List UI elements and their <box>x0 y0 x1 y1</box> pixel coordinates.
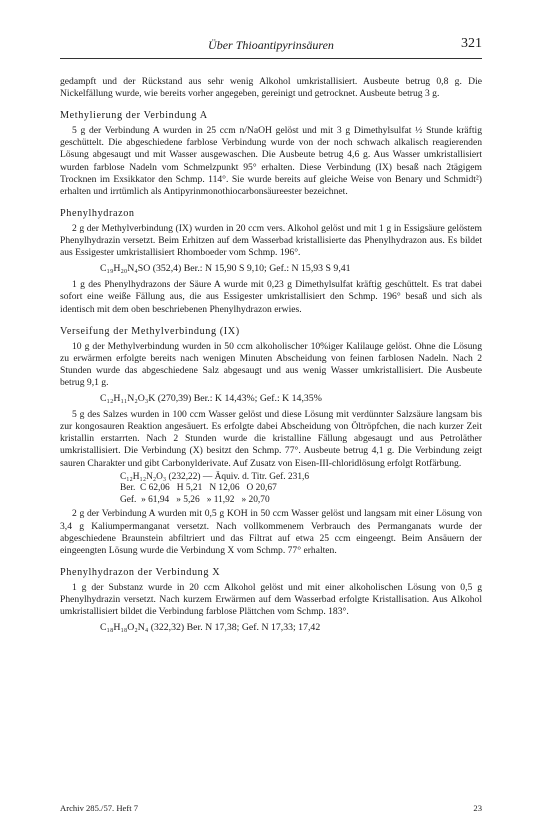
paragraph: 1 g der Substanz wurde in 20 ccm Alkohol gelöst und mit einer alkoholischen Lösung von 0,5 g Phenylhydrazin versetzt. Nach kurzem Erwärmen auf dem Wasserbad erfolgte Kristallisation. Aus Alkohol umkristallisiert bildet die Verbindung farblose Plättchen vom Schmp. 183°. <box>60 581 482 618</box>
formula-line: C₁₂H₁₁N₂O₃K (270,39) Ber.: K 14,43%; Gef.: K 14,35% <box>100 393 322 405</box>
formula-line: C₁₈H₁₈O₂N₄ (322,32) Ber. N 17,38; Gef. N 17,33; 17,42 <box>100 622 321 634</box>
paragraph: 1 g des Phenylhydrazons der Säure A wurde mit 0,23 g Dimethylsulfat kräftig geschüttelt. Es trat dabei sofort eine weiße Fällung aus, die aus Essigester umkristallisiert den Schmp. 196° besaß und sich als identisch mit dem oben beschriebenen Phenylhydrazon erwies. <box>60 279 482 315</box>
paragraph: 5 g der Verbindung A wurden in 25 ccm n/NaOH gelöst und mit 3 g Dimethylsulfat ½ Stunde kräftig geschüttelt. Die abgeschiedene farblose Verbindung wurde von der noch schwach alkalisch reagierenden Lösung abgesaugt und mit Wasser ausgewaschen. Die Ausbeute betrug 4,6 g. Aus Wasser umkristallisiert wurden farblose Nadeln vom Schmelzpunkt 95° erhalten. Diese Verbindung (IX) besaß nach 2tägigem Trocknen im Exsikkator den Schmp. 114°. Sie wurde bereits auf gleiche Weise von Benary und Schmidt²) erhalten und irrtümlich als Antipyrinmonothiocarbonsäureester bezeichnet. <box>60 125 482 197</box>
paragraph: 10 g der Methylverbindung wurden in 50 ccm alkoholischer 10%iger Kalilauge gelöst. Ohne die Lösung zu erwärmen erfolgte bereits nach wenigen Minuten Abscheidung von feinen farblosen Nadeln. Nach 2 Stunden wurde das abgeschiedene Salz abgesaugt und aus wenig Wasser umkristallisiert. Die Ausbeute betrug 9,1 g. <box>60 340 482 388</box>
formula-line: C₁₉H₂₀N₄SO (352,4) Ber.: N 15,90 S 9,10; Gef.: N 15,93 S 9,41 <box>100 263 351 275</box>
paragraph: 2 g der Methylverbindung (IX) wurden in 20 ccm vers. Alkohol gelöst und mit 1 g in Essigsäure gelöstem Phenylhydrazin versetzt. Beim Erhitzen auf dem Wasserbad kristallisierte das Phenylhydrazon aus. Es bildet aus Essigester umkristallisiert Rhomboeder vom Schmp. 196°. <box>60 222 482 259</box>
analysis-found: Gef. » 61,94 » 5,26 » 11,92 » 20,70 <box>120 494 270 505</box>
elemental-analysis <box>120 472 482 507</box>
running-title: Über Thioantipyrinsäuren <box>208 38 334 52</box>
running-header <box>60 38 482 59</box>
analysis-formula: C₁₂H₁₂N₂O₃ (232,22) — Äquiv. d. Titr. Gef. 231,6 <box>120 471 310 482</box>
paragraph: gedampft und der Rückstand aus sehr wenig Alkohol umkristallisiert. Ausbeute betrug 0,8 g. Die Nickelfällung wurde, wie bereits vorher angegeben, gereinigt und getrocknet. Ausbeute betrug 3 g. <box>60 76 482 100</box>
paragraph: 2 g der Verbindung A wurden mit 0,5 g KOH in 50 ccm Wasser gelöst und langsam mit einer Lösung von 3,4 g Kaliumpermanganat versetzt. Nach vollkommenem Verbrauch des Permanganats wurde der abgeschiedene Braunstein abfiltriert und das Filtrat auf etwa 25 ccm eingeengt. Beim Ansäuern der eingeengten Lösung wurde die Verbindung X vom Schmp. 77° erhalten. <box>60 508 482 556</box>
section-heading: Verseifung der Methylverbindung (IX) <box>60 325 240 337</box>
article-body <box>60 76 482 638</box>
section-heading: Phenylhydrazon <box>60 207 135 219</box>
page-footer <box>60 803 482 813</box>
analysis-calculated: Ber. C 62,06 H 5,21 N 12,06 O 20,67 <box>120 483 277 494</box>
sheet-signature: 23 <box>473 803 482 813</box>
paragraph: 5 g des Salzes wurden in 100 ccm Wasser gelöst und diese Lösung mit verdünnter Salzsäure langsam bis zur kongosauren Reaktion angesäuert. Es erfolgte dabei Abscheidung von Öltröpfchen, die nach kurzer Zeit kristallin erstarrten. Nach 2 Stunden wurde die kristalline Fällung abgesaugt und aus Petroläther umkristallisiert. Die Verbindung (X) besitzt den Schmp. 77°. Ausbeute betrug 4,1 g. Die Verbindung zeigt sauren Charakter und gibt Carbonylderivate. Auf Zusatz von Eisen-III-chloridlösung erfolgt Rotfärbung. <box>60 409 482 469</box>
page-number: 321 <box>461 36 482 51</box>
section-heading: Phenylhydrazon der Verbindung X <box>60 566 221 578</box>
section-heading: Methylierung der Verbindung A <box>60 110 208 122</box>
journal-reference: Archiv 285./57. Heft 7 <box>60 803 139 813</box>
